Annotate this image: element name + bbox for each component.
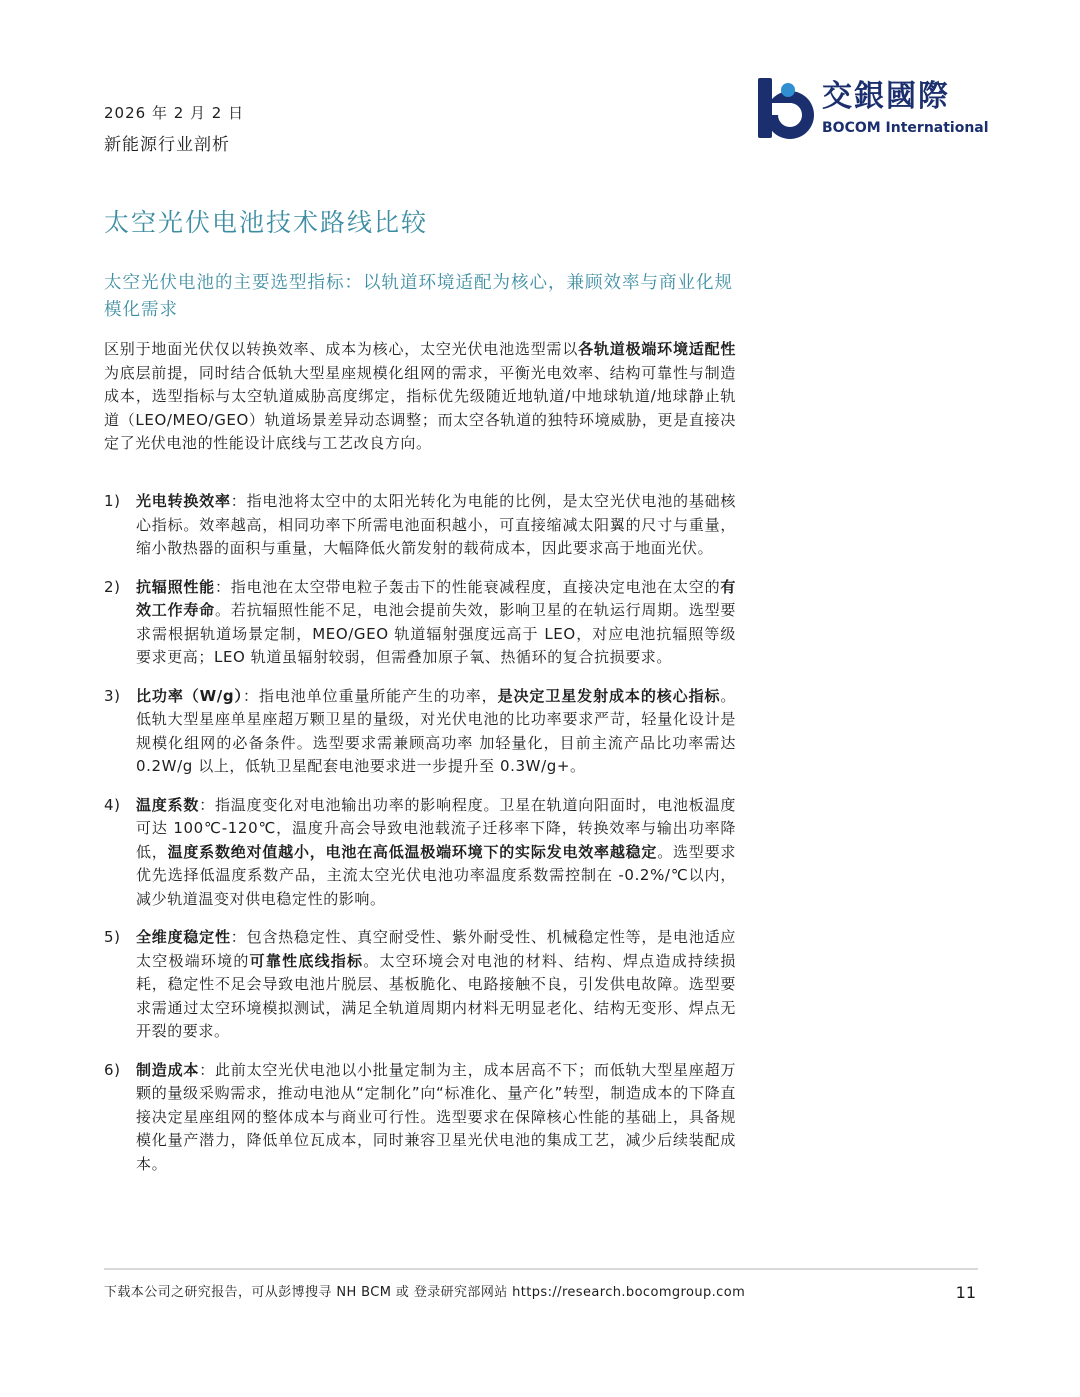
list-item-text: 。若抗辐照性能不足，电池会提前失效，影响卫星的在轨运行周期。选型要求需根据轨道场景定制，MEO/GEO 轨道辐射强度远高于 LEO，对应电池抗辐照等级要求更高；LEO 轨道虽辐射较弱，但需叠加原子氧、热循环的复合抗损要求。 bbox=[136, 601, 736, 666]
bocom-logo-icon bbox=[756, 76, 816, 142]
footer-divider bbox=[104, 1268, 978, 1270]
report-category: 新能源行业剖析 bbox=[104, 135, 230, 155]
list-item-number: 1) bbox=[104, 492, 121, 510]
list-item-emphasis: 温度系数绝对值越小，电池在高低温极端环境下的实际发电效率越稳定 bbox=[167, 842, 658, 861]
logo-chinese-name: 交銀國際 bbox=[822, 79, 950, 114]
list-item-emphasis: 是决定卫星发射成本的核心指标 bbox=[497, 686, 721, 705]
list-item-number: 3) bbox=[104, 686, 121, 705]
list-item-text: ：指电池在太空带电粒子轰击下的性能衰减程度，直接决定电池在太空的 bbox=[214, 577, 721, 596]
list-item-body bbox=[136, 794, 736, 912]
list-item-label: 全维度稳定性 bbox=[136, 928, 231, 946]
list-item-label: 光电转换效率 bbox=[136, 492, 231, 510]
list-item-number: 4) bbox=[104, 795, 121, 814]
list-item bbox=[104, 685, 736, 779]
report-date: 2026 年 2 月 2 日 bbox=[104, 104, 245, 122]
list-item-emphasis: 有效工作寿命 bbox=[136, 577, 736, 619]
list-item-body bbox=[136, 1059, 736, 1177]
list-item-label: 比功率（W/g） bbox=[136, 686, 243, 705]
list-item-body bbox=[136, 926, 736, 1044]
list-item-label: 抗辐照性能 bbox=[136, 577, 215, 596]
list-item-text: ：指电池将太空中的太阳光转化为电能的比例，是太空光伏电池的基础核心指标。效率越高，相同功率下所需电池面积越小，可直接缩减太阳翼的尺寸与重量，缩小散热器的面积与重量，大幅降低火箭发射的载荷成本，因此要求高于地面光伏。 bbox=[136, 492, 737, 557]
list-item-body bbox=[136, 685, 736, 779]
list-item-number: 5) bbox=[104, 928, 121, 946]
section-title: 太空光伏电池技术路线比较 bbox=[104, 208, 429, 237]
list-item bbox=[104, 794, 736, 912]
list-item bbox=[104, 576, 736, 670]
list-item-text: ：包含热稳定性、真空耐受性、紫外耐受性、机械稳定性等，是电池适应太空极端环境的 bbox=[136, 928, 737, 970]
list-item-number: 2) bbox=[104, 577, 121, 596]
list-item-emphasis: 可靠性底线指标 bbox=[249, 951, 364, 970]
list-item-label: 温度系数 bbox=[136, 795, 200, 814]
list-item bbox=[104, 1059, 736, 1177]
bocom-logo bbox=[756, 76, 989, 142]
list-item-text: ：指电池单位重量所能产生的功率， bbox=[242, 686, 498, 705]
list-item bbox=[104, 926, 736, 1044]
footer-text: 下载本公司之研究报告，可从彭博搜寻 NH BCM 或 登录研究部网站 https://research.bocomgroup.com bbox=[104, 1285, 746, 1300]
logo-english-name: BOCOM International bbox=[822, 120, 989, 136]
intro-text-1: 区别于地面光伏仅以转换效率、成本为核心，太空光伏电池选型需以 bbox=[104, 340, 579, 358]
intro-paragraph bbox=[104, 338, 736, 456]
indicator-list bbox=[104, 490, 736, 1191]
report-header bbox=[104, 102, 244, 158]
page-number: 11 bbox=[955, 1283, 976, 1302]
list-item-text: 。低轨大型星座单星座超万颗卫星的量级，对光伏电池的比功率要求严苛，轻量化设计是规模化组网的必备条件。选型要求需兼顾高功率 加轻量化，目前主流产品比功率需达 0.2W/g 以上，低轨卫星配套电池要求进一步提升至 0.3W/g+。 bbox=[136, 686, 737, 775]
list-item-body bbox=[136, 576, 736, 670]
list-item-text: 。太空环境会对电池的材料、结构、焊点造成持续损耗，稳定性不足会导致电池片脱层、基板脆化、电路接触不良，引发供电故障。选型要求需通过太空环境模拟测试，满足全轨道周期内材料无明显老化、结构无变形、焊点无开裂的要求。 bbox=[136, 951, 737, 1040]
list-item-number: 6) bbox=[104, 1060, 121, 1079]
list-item-text: ：指温度变化对电池输出功率的影响程度。卫星在轨道向阳面时，电池板温度可达 100℃-120℃，温度升高会导致电池载流子迁移率下降，转换效率与输出功率降低， bbox=[136, 795, 737, 861]
list-item-body bbox=[136, 490, 736, 561]
list-item-label: 制造成本 bbox=[136, 1060, 200, 1079]
list-item-text: ：此前太空光伏电池以小批量定制为主，成本居高不下；而低轨大型星座超万颗的量级采购需求，推动电池从“定制化”向“标准化、量产化”转型，制造成本的下降直接决定星座组网的整体成本与商业可行性。选型要求在保障核心性能的基础上，具备规模化量产潜力，降低单位瓦成本，同时兼容卫星光伏电池的集成工艺，减少后续装配成本。 bbox=[136, 1060, 737, 1173]
list-item-text: 。选型要求优先选择低温度系数产品，主流太空光伏电池功率温度系数需控制在 -0.2%/℃以内，减少轨道温变对供电稳定性的影响。 bbox=[136, 842, 736, 908]
list-item bbox=[104, 490, 736, 561]
intro-bold-1: 各轨道极端环境适配性 bbox=[578, 340, 736, 358]
intro-text-2: 为底层前提，同时结合低轨大型星座规模化组网的需求，平衡光电效率、结构可靠性与制造成本，选型指标与太空轨道威胁高度绑定，指标优先级随近地轨道/中地球轨道/地球静止轨道（LEO/MEO/GEO）轨道场景差异动态调整；而太空各轨道的独特环境威胁，更是直接决定了光伏电池的性能设计底线与工艺改良方向。 bbox=[104, 363, 736, 452]
section-subtitle: 太空光伏电池的主要选型指标：以轨道环境适配为核心，兼顾效率与商业化规模化需求 bbox=[104, 273, 733, 320]
